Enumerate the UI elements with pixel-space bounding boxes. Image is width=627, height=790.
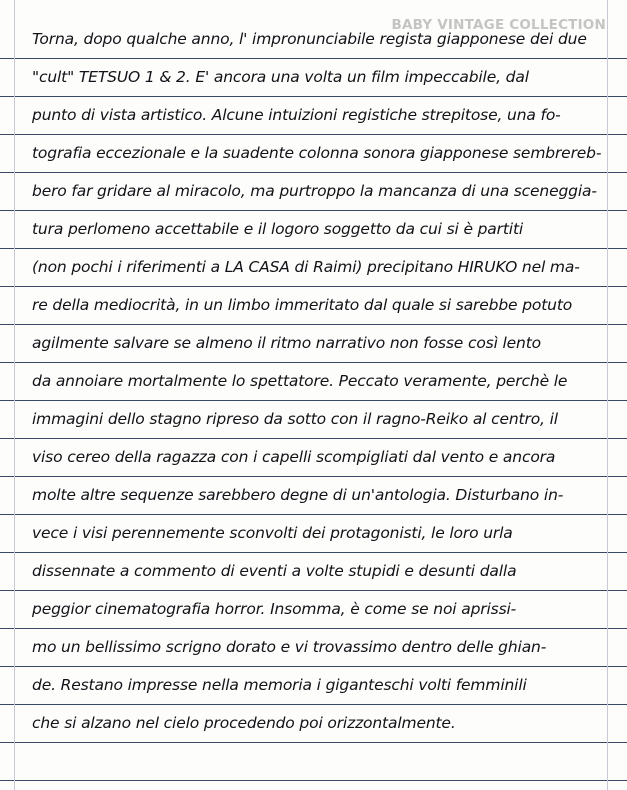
text-line: che si alzano nel cielo procedendo poi orizzontalmente.	[32, 714, 456, 732]
right-margin-line	[607, 0, 608, 790]
text-line: mo un bellissimo scrigno dorato e vi trovassimo dentro delle ghian-	[32, 638, 547, 656]
text-line: tura perlomeno accettabile e il logoro soggetto da cui si è partiti	[32, 220, 524, 238]
text-line: Torna, dopo qualche anno, l' impronunciabile regista giapponese dei due	[32, 30, 587, 48]
watermark: BABY VINTAGE COLLECTION	[391, 17, 606, 33]
text-line: immagini dello stagno ripreso da sotto con il ragno-Reiko al centro, il	[32, 410, 558, 428]
text-line: punto di vista artistico. Alcune intuizioni registiche strepitose, una fo-	[32, 106, 561, 124]
text-line: "cult" TETSUO 1 & 2. E' ancora una volta un film impeccabile, dal	[32, 68, 529, 86]
text-line: molte altre sequenze sarebbero degne di un'antologia. Disturbano in-	[32, 486, 564, 504]
left-margin-line	[14, 0, 15, 790]
text-line: re della mediocrità, in un limbo immeritato dal quale si sarebbe potuto	[32, 296, 573, 314]
text-line: agilmente salvare se almeno il ritmo narrativo non fosse così lento	[32, 334, 541, 352]
text-line: viso cereo della ragazza con i capelli scompigliati dal vento e ancora	[32, 448, 556, 466]
text-line: vece i visi perennemente sconvolti dei protagonisti, le loro urla	[32, 524, 513, 542]
text-line: peggior cinematografia horror. Insomma, è come se noi aprissi-	[32, 600, 517, 618]
text-line: (non pochi i riferimenti a LA CASA di Raimi) precipitano HIRUKO nel ma-	[32, 258, 580, 276]
handwritten-text	[32, 20, 607, 742]
text-line: de. Restano impresse nella memoria i giganteschi volti femminili	[32, 676, 527, 694]
text-line: dissennate a commento di eventi a volte stupidi e desunti dalla	[32, 562, 517, 580]
text-line: da annoiare mortalmente lo spettatore. Peccato veramente, perchè le	[32, 372, 568, 390]
text-line: bero far gridare al miracolo, ma purtroppo la mancanza di una sceneggia-	[32, 182, 597, 200]
text-line: tografia eccezionale e la suadente colonna sonora giapponese sembrereb-	[32, 144, 602, 162]
